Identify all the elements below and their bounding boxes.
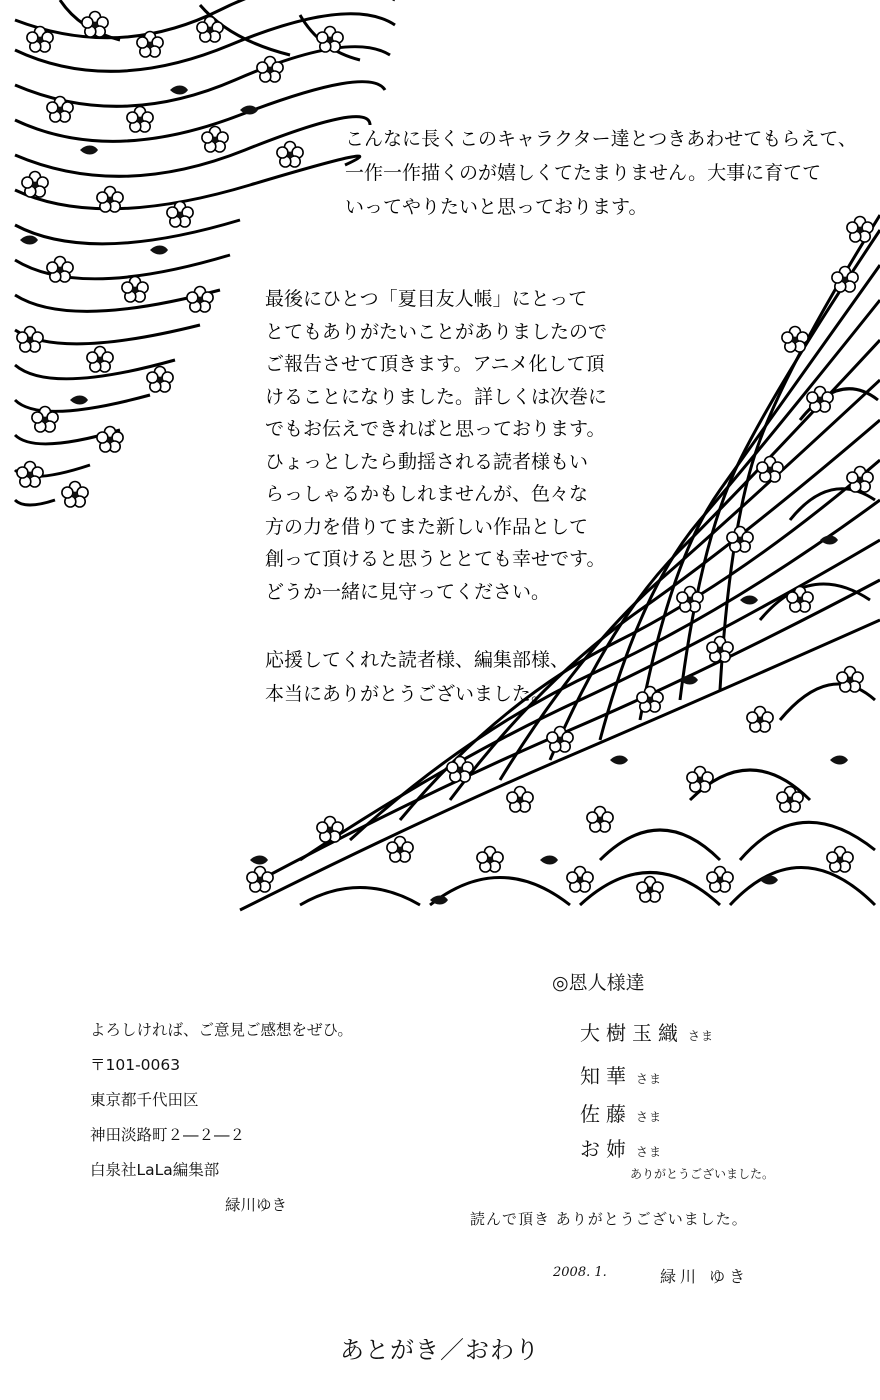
honorific: さま: [636, 1110, 663, 1124]
text-line: ひょっとしたら動揺される読者様もい: [265, 450, 589, 473]
thanks-person: [580, 1017, 714, 1046]
text-line: 最後にひとつ「夏目友人帳」にとって: [265, 288, 588, 310]
text-line: ご報告させて頂きます。アニメ化して頂: [265, 353, 605, 375]
feedback-request: よろしければ、ご意見ご感想をぜひ。: [90, 1021, 353, 1039]
person-name: 佐藤: [580, 1102, 632, 1126]
signoff-date: 2008. 1.: [553, 1265, 607, 1280]
person-name: 知華: [580, 1064, 632, 1088]
text-line: 創って頂けると思うととても幸せです。: [265, 548, 606, 570]
address-street: 神田淡路町２―２―２: [90, 1126, 246, 1144]
mailing-address: [90, 1018, 353, 1228]
text-line: 一作一作描くのが嬉しくてたまりません。大事に育てて: [345, 162, 822, 184]
thanks-heading: ◎恩人様達: [552, 972, 645, 994]
thanks-closing: ありがとうございました。: [630, 1167, 775, 1181]
address-city: 東京都千代田区: [90, 1091, 199, 1109]
address-recipient: 緑川ゆき: [225, 1196, 288, 1214]
signoff-author: 緑川 ゆき: [660, 1267, 750, 1286]
text-line: 方の力を借りてまた新しい作品として: [265, 515, 589, 538]
text-line: らっしゃるかもしれませんが、色々な: [265, 483, 589, 505]
postal-code: 〒101-0063: [90, 1056, 181, 1074]
text-line: こんなに長くこのキャラクター達とつきあわせてもらえて、: [345, 128, 857, 150]
text-line: 応援してくれた読者様、編集部様、: [265, 649, 570, 671]
text-line: でもお伝えできればと思っております。: [265, 418, 606, 440]
thanks-person: [580, 1098, 662, 1127]
text-line: いってやりたいと思っております。: [345, 196, 648, 218]
honorific: さま: [636, 1145, 663, 1159]
text-line: とてもありがたいことがありましたので: [265, 320, 608, 343]
person-name: お姉: [580, 1137, 632, 1161]
text-line: どうか一緒に見守ってください。: [265, 580, 551, 603]
thanks-person: [580, 1133, 662, 1162]
reader-thanks-message: 読んで頂き ありがとうございました。: [470, 1210, 748, 1228]
afterword-paragraph-3: [265, 643, 569, 711]
person-name: 大樹玉織: [580, 1021, 684, 1045]
afterword-paragraph-2: [265, 283, 607, 608]
afterword-paragraph-1: [345, 122, 857, 224]
honorific: さま: [688, 1029, 715, 1043]
honorific: さま: [636, 1072, 663, 1086]
text-line: 本当にありがとうございました。: [265, 683, 551, 705]
address-department: 白泉社LaLa編集部: [90, 1161, 220, 1179]
text-line: けることになりました。詳しくは次巻に: [265, 385, 608, 408]
thanks-person: [580, 1060, 662, 1089]
footer-title: あとがき／おわり: [340, 1336, 540, 1364]
